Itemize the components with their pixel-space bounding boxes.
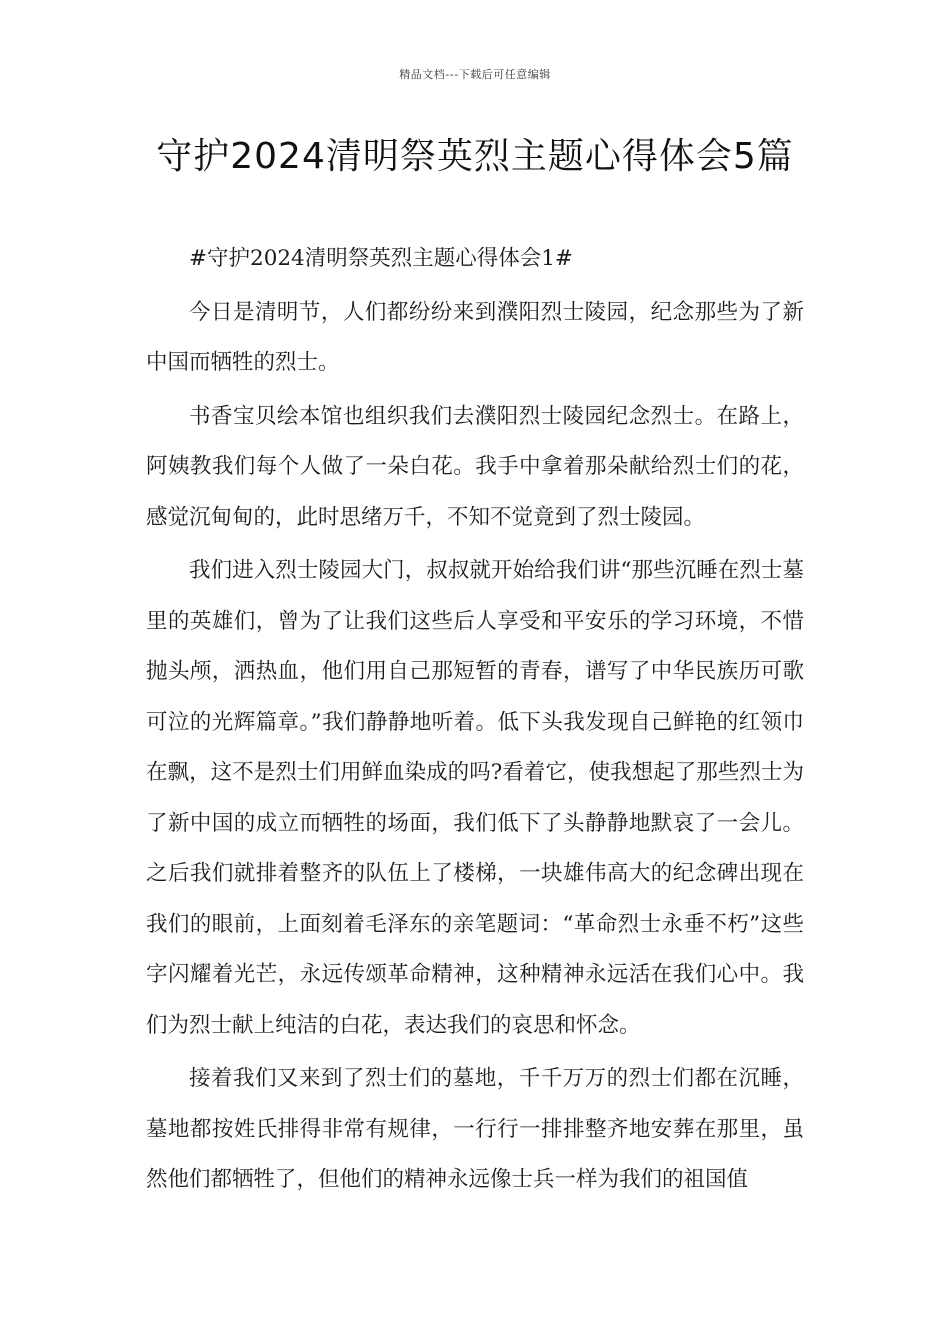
header-note: 精品文档---下载后可任意编辑 <box>399 68 551 81</box>
body-paragraph: 我们进入烈士陵园大门，叔叔就开始给我们讲“那些沉睡在烈士墓里的英雄们，曾为了让我们这些后人享受和平安乐的学习环境，不惜抛头颅，洒热血，他们用自己那短暂的青春，谱写了中华民族历可歌可泣的光辉篇章。”我们静静地听着。低下头我发现自己鲜艳的红领巾在飘，这不是烈士们用鲜血染成的吗?看着它，使我想起了那些烈士为了新中国的成立而牺牲的场面，我们低下了头静静地默哀了一会儿。之后我们就排着整齐的队伍上了楼梯，一块雄伟高大的纪念碑出现在我们的眼前，上面刻着毛泽东的亲笔题词：“革命烈士永垂不朽”这些字闪耀着光芒，永远传颂革命精神，这种精神永远活在我们心中。我们为烈士献上纯洁的白花，表达我们的哀思和怀念。 <box>146 558 804 1038</box>
document-title: 守护2024清明祭英烈主题心得体会5篇 <box>156 136 794 177</box>
document-body <box>146 234 804 1209</box>
body-paragraph: 接着我们又来到了烈士们的墓地，千千万万的烈士们都在沉睡，墓地都按姓氏排得非常有规律，一行行一排排整齐地安葬在那里，虽然他们都牺牲了，但他们的精神永远像士兵一样为我们的祖国值 <box>146 1066 804 1192</box>
section-heading: #守护2024清明祭英烈主题心得体会1# <box>189 246 573 271</box>
body-paragraph: 今日是清明节，人们都纷纷来到濮阳烈士陵园，纪念那些为了新中国而牺牲的烈士。 <box>146 299 804 375</box>
body-paragraph: 书香宝贝绘本馆也组织我们去濮阳烈士陵园纪念烈士。在路上，阿姨教我们每个人做了一朵白花。我手中拿着那朵献给烈士们的花，感觉沉甸甸的，此时思绪万千，不知不觉竟到了烈士陵园。 <box>146 403 804 530</box>
